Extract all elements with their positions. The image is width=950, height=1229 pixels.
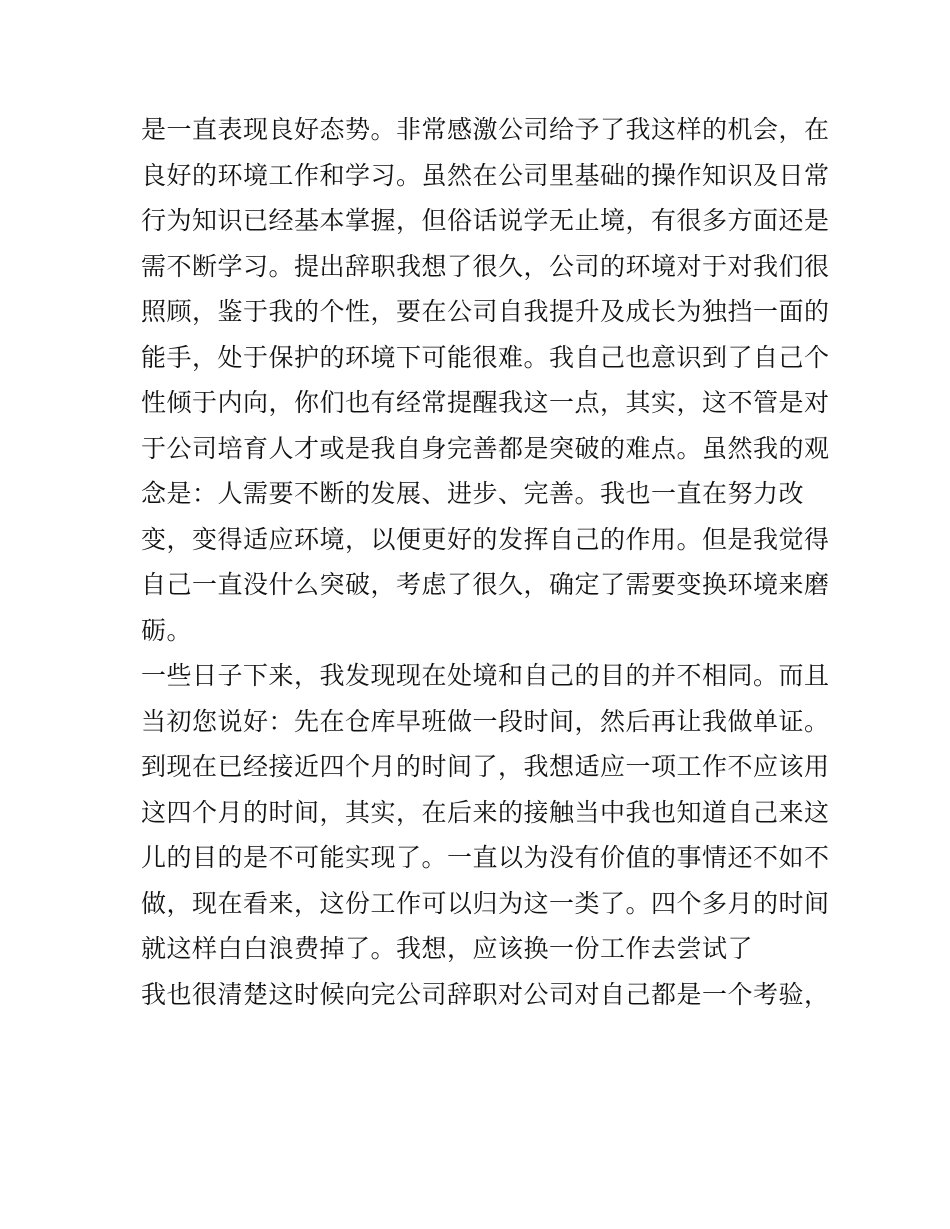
text-line: 能手，处于保护的环境下可能很难。我自己也意识到了自己个 (141, 342, 830, 372)
text-line: 性倾于内向，你们也有经常提醒我这一点，其实，这不管是对 (141, 388, 830, 417)
text-line: 良好的环境工作和学习。虽然在公司里基础的操作知识及日常 (141, 160, 830, 190)
document-body-text (141, 107, 830, 1017)
text-line: 于公司培育人才或是我自身完善都是突破的难点。虽然我的观 (141, 433, 830, 463)
text-line: 自己一直没什么突破，考虑了很久，确定了需要变换环境来磨 (141, 570, 830, 599)
text-line: 照顾，鉴于我的个性，要在公司自我提升及成长为独挡一面的 (141, 297, 830, 326)
text-line: 变，变得适应环境，以便更好的发挥自己的作用。但是我觉得 (141, 524, 830, 554)
text-line: 需不断学习。提出辞职我想了很久，公司的环境对于对我们很 (141, 251, 830, 281)
text-line: 一些日子下来，我发现现在处境和自己的目的并不相同。而且 (141, 661, 830, 690)
text-line: 我也很清楚这时候向完公司辞职对公司对自己都是一个考验， (141, 979, 830, 1009)
text-line: 这四个月的时间，其实，在后来的接触当中我也知道自己来这 (141, 797, 830, 827)
text-line: 做，现在看来，这份工作可以归为这一类了。四个多月的时间 (141, 888, 830, 918)
text-line: 到现在已经接近四个月的时间了，我想适应一项工作不应该用 (141, 752, 830, 781)
text-line: 念是：人需要不断的发展、进步、完善。我也一直在努力改 (141, 479, 805, 508)
text-line: 行为知识已经基本掌握，但俗话说学无止境，有很多方面还是 (141, 206, 830, 235)
text-line: 就这样白白浪费掉了。我想，应该换一份工作去尝试了 (141, 934, 754, 963)
text-line: 是一直表现良好态势。非常感激公司给予了我这样的机会，在 (141, 115, 830, 144)
text-line: 儿的目的是不可能实现了。一直以为没有价值的事情还不如不 (141, 843, 830, 872)
text-line: 砺。 (141, 615, 193, 645)
text-line: 当初您说好：先在仓库早班做一段时间，然后再让我做单证。 (141, 706, 830, 736)
